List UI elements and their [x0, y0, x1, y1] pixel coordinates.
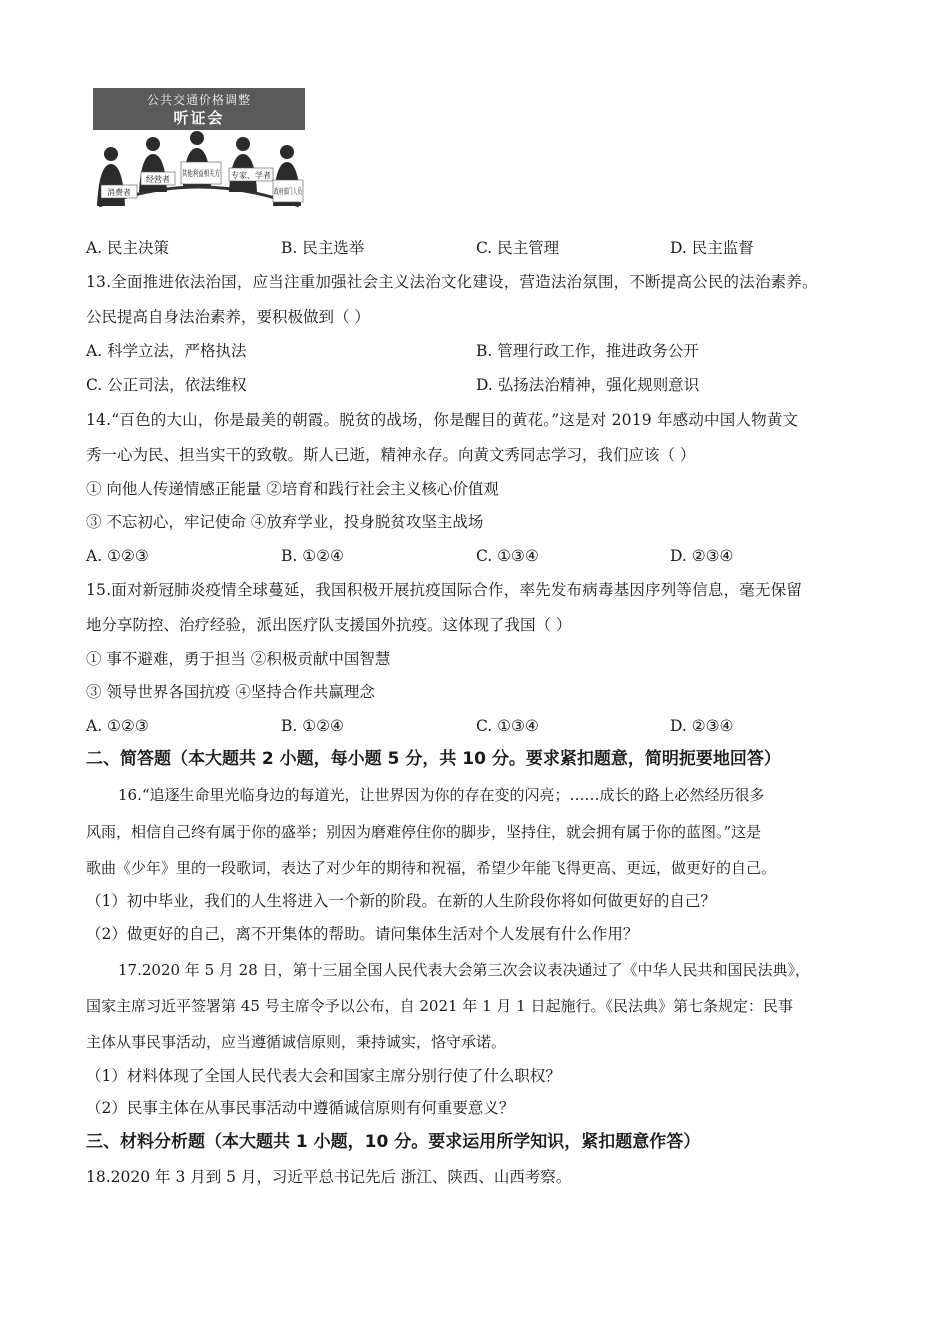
q14-item-line2: ③ 不忘初心，牢记使命 ④放弃学业，投身脱贫攻坚主战场 — [86, 513, 484, 531]
hearing-illustration-graphic — [93, 88, 322, 208]
q17-stem-line2: 国家主席习近平签署第 45 号主席令予以公布，自 2021 年 1 月 1 日起施行。《民法典》第七条规定：民事 — [86, 997, 793, 1015]
q17-stem-line1: 17.2020 年 5 月 28 日，第十三届全国人民代表大会第三次会议表决通过了《中华人民共和国民法典》， — [118, 961, 811, 979]
q14-option-d: D. ②③④ — [670, 547, 734, 565]
q12-option-b: B. 民主选举 — [281, 239, 365, 257]
q15-stem-line1: 15.面对新冠肺炎疫情全球蔓延，我国积极开展抗疫国际合作，率先发布病毒基因序列等信息，毫无保留 — [86, 581, 803, 599]
card-label-experts: 专家、学者 — [231, 171, 271, 180]
q13-stem-line2: 公民提高自身法治素养，要积极做到（ ） — [86, 308, 370, 326]
q16-stem-line1: 16.“追逐生命里光临身边的每道光，让世界因为你的存在变的闪亮；……成长的路上必然经历很多 — [118, 786, 765, 804]
hearing-illustration — [93, 88, 322, 208]
q15-stem-line2: 地分享防控、治疗经验，派出医疗队支援国外抗疫。这体现了我国（ ） — [86, 616, 572, 634]
q15-option-b: B. ①②④ — [281, 717, 344, 735]
q17-stem-line3: 主体从事民事活动，应当遵循诚信原则，秉持诚实，恪守承诺。 — [86, 1033, 507, 1051]
q14-item-line1: ① 向他人传递情感正能量 ②培育和践行社会主义核心价值观 — [86, 480, 499, 498]
q15-option-c: C. ①③④ — [476, 717, 539, 735]
q15-option-a: A. ①②③ — [86, 717, 149, 735]
q13-stem-line1: 13.全面推进依法治国，应当注重加强社会主义法治文化建设，营造法治氛围，不断提高公民的法治素养。 — [86, 273, 818, 291]
q14-option-b: B. ①②④ — [281, 547, 344, 565]
q12-option-c: C. 民主管理 — [476, 239, 560, 257]
q17-subquestion-1: （1）材料体现了全国人民代表大会和国家主席分别行使了什么职权？ — [86, 1067, 561, 1085]
q14-stem-line1: 14.“百色的大山，你是最美的朝霞。脱贫的战场，你是醒目的黄花。”这是对 2019 年感动中国人物黄文 — [86, 411, 799, 429]
card-label-consumer: 消费者 — [107, 188, 131, 197]
q12-option-d: D. 民主监督 — [670, 239, 754, 257]
banner-title-line1: 公共交通价格调整 — [146, 93, 252, 107]
q13-option-d: D. 弘扬法治精神，强化规则意识 — [476, 376, 700, 394]
section3-heading: 三、材料分析题（本大题共 1 小题，10 分。要求运用所学知识，紧扣题意作答） — [86, 1132, 701, 1152]
q13-option-b: B. 管理行政工作，推进政务公开 — [476, 342, 699, 360]
q13-option-a: A. 科学立法，严格执法 — [86, 342, 247, 360]
q17-subquestion-2: （2）民事主体在从事民事活动中遵循诚信原则有何重要意义？ — [86, 1099, 515, 1117]
q14-option-c: C. ①③④ — [476, 547, 539, 565]
name-cards — [101, 162, 322, 202]
q18-stem-line1: 18.2020 年 3 月到 5 月，习近平总书记先后 浙江、陕西、山西考察。 — [86, 1168, 572, 1186]
q16-subquestion-1: （1）初中毕业，我们的人生将进入一个新的阶段。在新的人生阶段你将如何做更好的自己？ — [86, 892, 716, 910]
banner-title-line2: 听证会 — [173, 109, 225, 127]
q15-item-line2: ③ 领导世界各国抗疫 ④坚持合作共赢理念 — [86, 683, 375, 701]
card-label-government: 政府部门人员 — [274, 187, 322, 196]
q16-stem-line2: 风雨，相信自己终有属于你的盛举；别因为磨难停住你的脚步，坚持住，就会拥有属于你的蓝图。”这是 — [86, 823, 762, 841]
card-label-operator: 经营者 — [146, 175, 170, 184]
card-label-stakeholders: 其他利益相关方 — [182, 169, 238, 178]
q16-stem-line3: 歌曲《少年》里的一段歌词，表达了对少年的期待和祝福，希望少年能飞得更高、更远，做更好的自己。 — [86, 859, 777, 877]
q12-option-a: A. 民主决策 — [86, 239, 170, 257]
q14-stem-line2: 秀一心为民、担当实干的致敬。斯人已逝，精神永存。向黄文秀同志学习，我们应该（ ） — [86, 446, 696, 464]
q15-item-line1: ① 事不避难，勇于担当 ②积极贡献中国智慧 — [86, 650, 391, 668]
section2-heading: 二、简答题（本大题共 2 小题，每小题 5 分，共 10 分。要求紧扣题意，简明扼要地回答） — [86, 749, 781, 769]
q13-option-c: C. 公正司法，依法维权 — [86, 376, 247, 394]
q15-option-d: D. ②③④ — [670, 717, 734, 735]
q14-option-a: A. ①②③ — [86, 547, 149, 565]
q16-subquestion-2: （2）做更好的自己，离不开集体的帮助。请问集体生活对个人发展有什么作用？ — [86, 925, 639, 943]
